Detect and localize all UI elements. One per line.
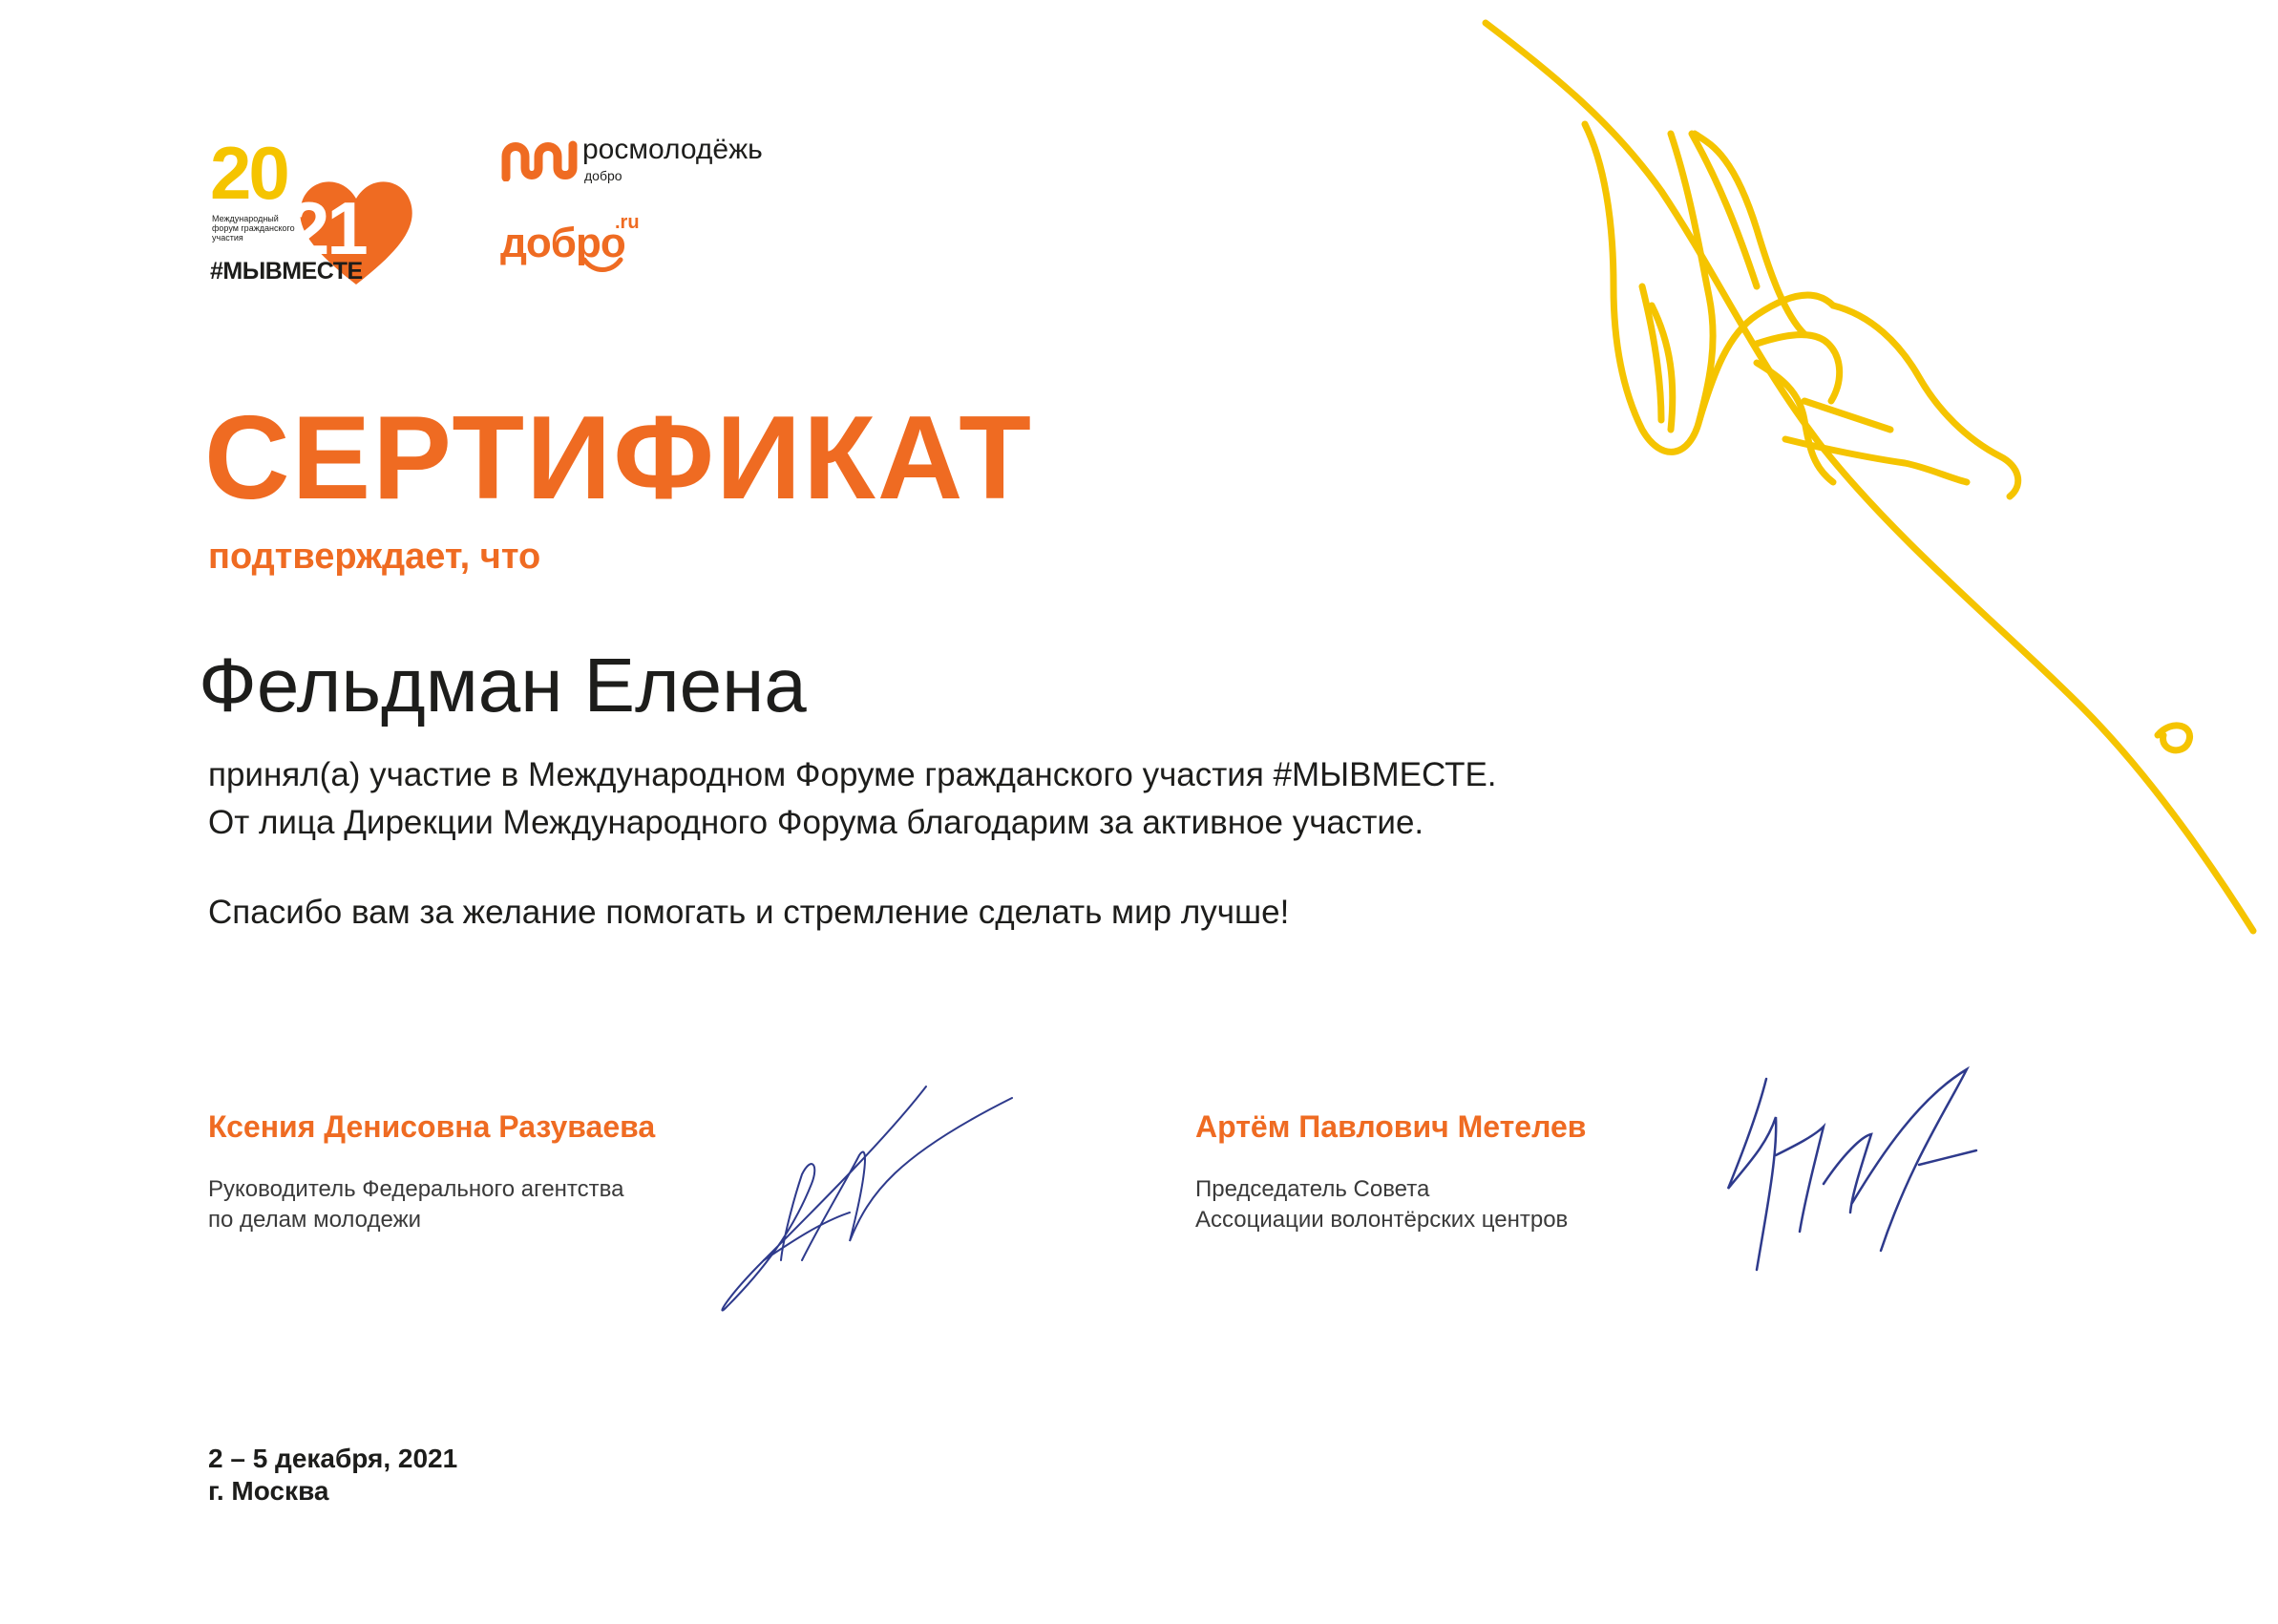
certificate-subtitle: подтверждает, что	[208, 537, 541, 577]
dobro-logo	[500, 212, 653, 279]
rosmolodezh-sub: добро	[584, 168, 622, 183]
signer-2-role-line-2: Ассоциации волонтёрских центров	[1195, 1207, 1569, 1233]
forum-year-top: 20	[210, 131, 287, 215]
event-dates: 2 – 5 декабря, 2021	[208, 1444, 458, 1473]
forum-2021-logo	[208, 132, 409, 294]
signer-2-role	[1195, 1174, 1568, 1235]
signer-1-name: Ксения Денисовна Разуваева	[208, 1109, 656, 1144]
signer-1-role-line-2: по делам молодежи	[208, 1207, 422, 1233]
rosmolodezh-mark-icon	[500, 139, 579, 181]
signer-1-role	[208, 1174, 623, 1235]
forum-small-text: Международный форум гражданского участия	[212, 214, 295, 243]
signature-2	[1719, 1060, 1986, 1289]
signature-1	[707, 1079, 1022, 1318]
event-city: г. Москва	[208, 1476, 329, 1506]
signer-1-role-line-1: Руководитель Федерального агентства	[208, 1176, 624, 1202]
forum-year-bottom: 21	[288, 186, 366, 270]
signer-2-name: Артём Павлович Метелев	[1195, 1109, 1587, 1144]
certificate-title: СЕРТИФИКАТ	[204, 392, 1033, 524]
signer-2-role-line-1: Председатель Совета	[1195, 1176, 1430, 1202]
rosmolodezh-logo	[500, 134, 806, 191]
forum-hashtag: #МЫВМЕСТЕ	[210, 258, 363, 285]
hands-illustration	[1470, 0, 2278, 955]
dobro-domain: .ru	[615, 212, 640, 233]
dobro-word: добро	[500, 220, 625, 266]
thanks-text: Спасибо вам за желание помогать и стремление сделать мир лучше!	[208, 894, 1290, 931]
participation-text: принял(а) участие в Международном Форуме гражданского участия #МЫВМЕСТЕ.	[208, 756, 1497, 793]
recipient-name: Фельдман Елена	[199, 643, 807, 728]
smile-icon	[580, 256, 624, 275]
rosmolodezh-name: росмолодёжь	[582, 134, 763, 165]
gratitude-text: От лица Дирекции Международного Форума благодарим за активное участие.	[208, 804, 1424, 841]
